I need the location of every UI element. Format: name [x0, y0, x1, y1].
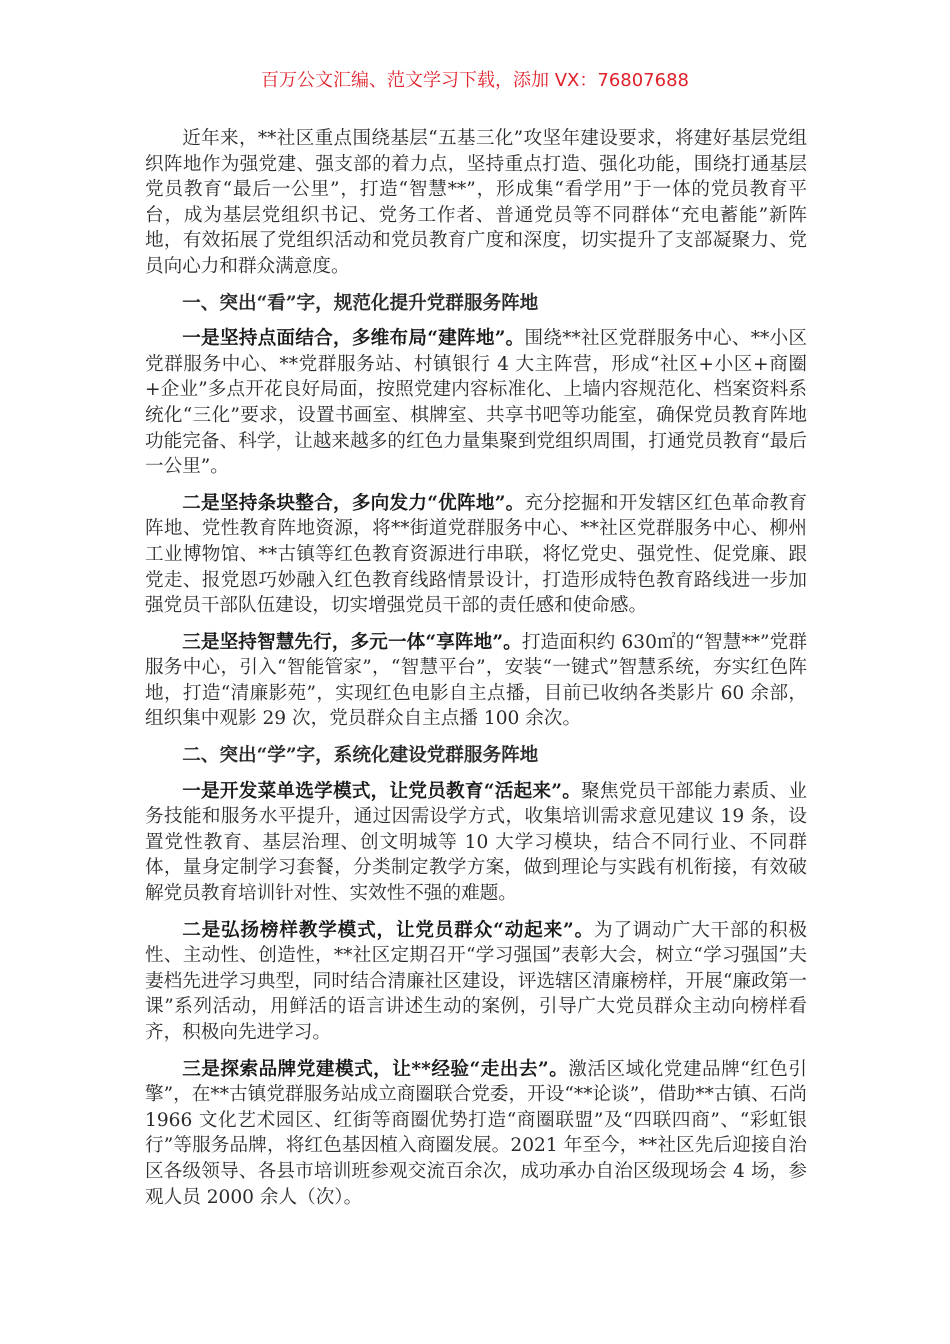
section-1-paragraph-3 [145, 630, 807, 732]
paragraph-lead: 一是开发菜单选学模式，让党员教育“活起来”。 [182, 780, 582, 802]
paragraph-lead: 二是弘扬榜样教学模式，让党员群众“动起来”。 [182, 919, 595, 941]
paragraph-body: 激活区域化党建品牌“红色引擎”，在**古镇党群服务站成立商圈联合党委，开设“**论谈”，借助**古镇、石尚 1966 文化艺术园区、红街等商圈优势打造“商圈联盟”及“四联四商”、“彩虹银行”等服务品牌，将红色基因植入商圈发展。2021 年至今，**社区先后迎接自治区各级领导、各县市培训班参观交流百余次，成功承办自治区级现场会 4 场，参观人员 2000 余人（次）。 [145, 1058, 807, 1208]
paragraph-lead: 三是坚持智慧先行，多元一体“享阵地”。 [182, 631, 522, 653]
paragraph-body: 充分挖掘和开发辖区红色革命教育阵地、党性教育阵地资源，将**街道党群服务中心、**社区党群服务中心、柳州工业博物馆、**古镇等红色教育资源进行串联，将忆党史、强党性、促党廉、跟党走、报党恩巧妙融入红色教育线路情景设计，打造形成特色教育路线进一步加强党员干部队伍建设，切实增强党员干部的责任感和使命感。 [145, 492, 807, 617]
paragraph-body: 为了调动广大干部的积极性、主动性、创造性，**社区定期召开“学习强国”表彰大会，树立“学习强国”夫妻档先进学习典型，同时结合清廉社区建设，评选辖区清廉榜样，开展“廉政第一课”系列活动，用鲜活的语言讲述生动的案例，引导广大党员群众主动向榜样看齐，积极向先进学习。 [145, 919, 807, 1043]
paragraph-body: 围绕**社区党群服务中心、**小区党群服务中心、**党群服务站、村镇银行 4 大主阵营，形成“社区+小区+商圈+企业”多点开花良好局面，按照党建内容标准化、上墙内容规范化、档案资料系统化“三化”要求，设置书画室、棋牌室、共享书吧等功能室，确保党员教育阵地功能完备、科学，让越来越多的红色力量集聚到党组织周围，打通党员教育“最后一公里”。 [145, 328, 807, 478]
section-1-paragraph-2 [145, 491, 807, 619]
section-2-paragraph-1 [145, 779, 807, 907]
paragraph-lead: 三是探索品牌党建模式，让**经验“走出去”。 [182, 1058, 569, 1080]
section-heading-2: 二、突出“学”字，系统化建设党群服务阵地 [182, 745, 539, 767]
paragraph-body: 聚焦党员干部能力素质、业务技能和服务水平提升，通过因需设学方式，收集培训需求意见建议 19 条，设置党性教育、基层治理、创文明城等 10 大学习模块，结合不同行业、不同群体，量身定制学习套餐，分类制定教学方案，做到理论与实践有机衔接，有效破解党员教育培训针对性、实效性不强的难题。 [145, 780, 807, 905]
section-heading-1: 一、突出“看”字，规范化提升党群服务阵地 [182, 292, 539, 314]
paragraph-lead: 二是坚持条块整合，多向发力“优阵地”。 [182, 492, 525, 514]
paragraph-body: 打造面积约 630㎡的“智慧**”党群服务中心，引入“智能管家”，“智慧平台”，安装“一键式”智慧系统，夯实红色阵地，打造“清廉影苑”，实现红色电影自主点播，目前已收纳各类影片 60 余部，组织集中观影 29 次，党员群众自主点播 100 余次。 [145, 631, 807, 730]
intro-paragraph: 近年来，**社区重点围绕基层“五基三化”攻坚年建设要求，将建好基层党组织阵地作为强党建、强支部的着力点，坚持重点打造、强化功能，围绕打通基层党员教育“最后一公里”，打造“智慧**”，形成集“看学用”于一体的党员教育平台，成为基层党组织书记、党务工作者、普通党员等不同群体“充电蓄能”新阵地，有效拓展了党组织活动和党员教育广度和深度，切实提升了支部凝聚力、党员向心力和群众满意度。 [145, 128, 807, 277]
section-2-paragraph-2 [145, 918, 807, 1046]
document-body [145, 126, 807, 1221]
section-2-paragraph-3 [145, 1057, 807, 1211]
watermark-banner: 百万公文汇编、范文学习下载，添加 VX：76807688 [261, 70, 689, 91]
section-1-paragraph-1 [145, 326, 807, 480]
paragraph-lead: 一是坚持点面结合，多维布局“建阵地”。 [182, 328, 525, 350]
